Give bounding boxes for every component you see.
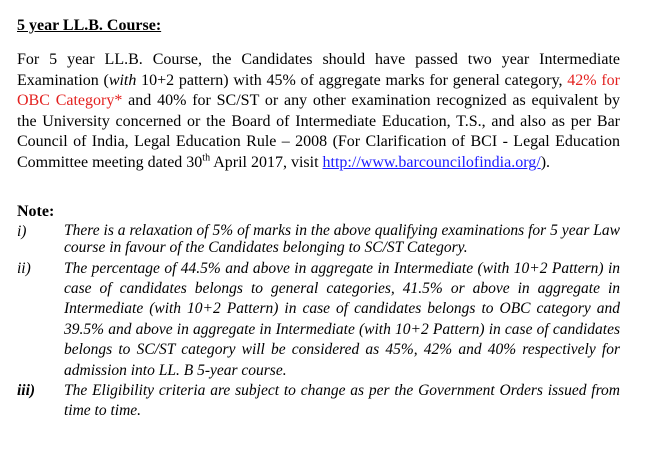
note-item [17, 381, 620, 422]
paragraph-text-1: For 5 year LL.B. Course, the Candidates should have passed two year Intermediate Examination ( [17, 51, 620, 89]
obc-category-highlight: 42% for OBC Category* [17, 71, 620, 110]
paragraph-text-3: and 40% for SC/ST or any other examination recognized as equivalent by the University concerned or the Board of Intermediate Education, T.S., and also as per Bar Council of India, Legal Education Rule – 2008 (For Clarification of BCI - Legal Education Committee meeting dated 30 [17, 92, 621, 171]
note-text: There is a relaxation of 5% of marks in the above qualifying examinations for 5 year Law course in favour of the Candidates belonging to SC/ST Category. [64, 221, 620, 256]
note-number: iii) [17, 382, 36, 399]
note-text: The Eligibility criteria are subject to change as per the Government Orders issued from time to time. [64, 382, 620, 420]
paragraph-text-5: ). [540, 153, 551, 171]
note-item [17, 259, 620, 381]
note-text: The percentage of 44.5% and above in aggregate in Intermediate (with 10+2 Pattern) in case of candidates belongs to general categories, 41.5% or above in aggregate in Intermediate (with 10+2 Pattern) in case of candidates belongs to OBC category and 39.5% and above in aggregate in Intermediate (with 10+2 Pattern) in case of candidates belongs to SC/ST category will be considered as 45%, 42% and 40% respectively for admission into LL. B 5-year course. [64, 259, 620, 379]
paragraph-text-4: April 2017, visit [210, 153, 323, 171]
note-number: ii) [17, 259, 31, 277]
note-item [17, 222, 620, 256]
bar-council-link[interactable]: http://www.barcouncilofindia.org/ [322, 153, 541, 171]
notes-list [17, 222, 620, 422]
note-number: i) [17, 222, 27, 240]
paragraph-italic-with: with [108, 71, 137, 89]
document-page [17, 16, 620, 422]
paragraph-text-2: 10+2 pattern) with 45% of aggregate marks for general category, [136, 71, 568, 89]
section-heading: 5 year LL.B. Course: [17, 17, 162, 34]
note-heading: Note: [17, 202, 55, 220]
date-superscript: th [202, 152, 211, 164]
eligibility-paragraph [17, 50, 620, 174]
